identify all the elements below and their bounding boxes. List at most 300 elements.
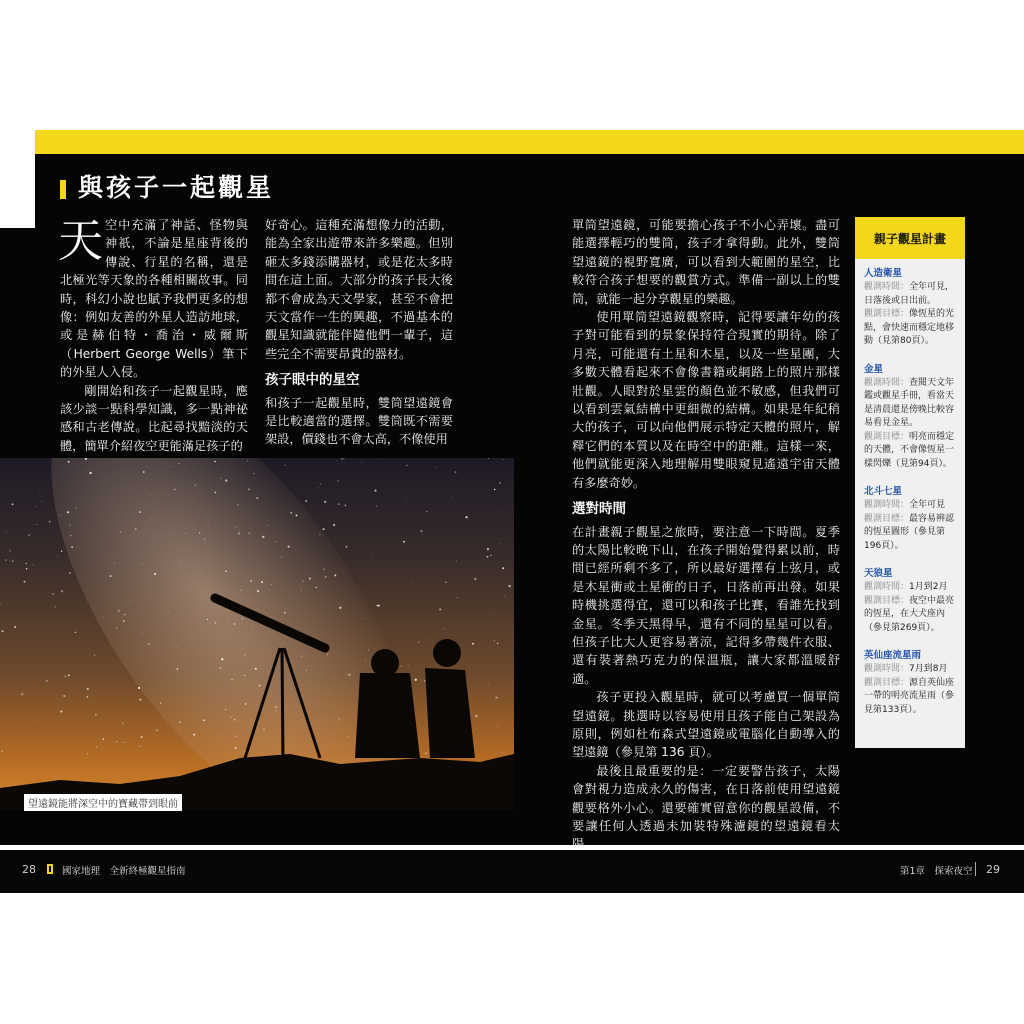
- star: [127, 684, 128, 685]
- star: [318, 487, 319, 488]
- sidebar-entry-line: [864, 308, 959, 349]
- star: [445, 582, 446, 583]
- star: [24, 581, 26, 583]
- star: [160, 702, 161, 703]
- star: [241, 618, 243, 620]
- star: [168, 611, 169, 612]
- sidebar-line-value: 夜空中最亮的恆星，在大犬座內（參見第269頁）。: [864, 595, 955, 633]
- star: [227, 610, 228, 611]
- star: [87, 753, 88, 754]
- star: [365, 660, 366, 661]
- sidebar-line-value: 7月到8月: [909, 664, 948, 674]
- night-sky-photo: [0, 458, 514, 810]
- star: [320, 483, 321, 484]
- star: [26, 563, 27, 564]
- star: [89, 472, 91, 474]
- star: [475, 715, 477, 717]
- star: [63, 695, 65, 697]
- star: [103, 738, 105, 740]
- star: [235, 736, 237, 738]
- page-corner: [0, 130, 35, 228]
- page-footer: [0, 845, 1024, 893]
- star: [87, 696, 89, 698]
- sidebar-entry-name: 人造衛星: [864, 268, 903, 279]
- drop-cap: 天: [58, 214, 104, 267]
- star: [137, 745, 138, 746]
- star: [185, 533, 186, 534]
- star: [6, 531, 7, 532]
- star: [2, 630, 4, 632]
- star: [347, 736, 348, 737]
- star: [1, 751, 3, 753]
- star: [9, 550, 11, 552]
- star: [28, 534, 30, 536]
- star: [271, 741, 272, 742]
- star: [123, 742, 124, 743]
- star: [250, 580, 251, 581]
- star: [281, 557, 282, 558]
- star: [459, 628, 460, 629]
- star: [375, 490, 377, 492]
- star: [330, 739, 331, 740]
- nat-geo-logo-icon: [47, 864, 53, 874]
- sidebar-line-key: 觀測目標：: [864, 595, 910, 606]
- star: [425, 752, 427, 754]
- star: [54, 606, 55, 607]
- star: [221, 658, 223, 660]
- star: [102, 616, 103, 617]
- sidebar-line-key: 觀測時間：: [864, 500, 910, 510]
- star: [215, 622, 217, 624]
- sidebar-line-value: 源自英仙座一帶的明亮流星雨（參見第133頁）。: [864, 677, 955, 715]
- star: [148, 643, 150, 645]
- sidebar-entry-line: [864, 513, 959, 554]
- paragraph: 剛開始和孩子一起觀星時，應該少談一點科學知識，多一點神祕感和古老傳說。比起尋找黯淡的天體，簡單介紹夜空更能滿足孩子的: [60, 383, 248, 453]
- star: [324, 501, 326, 503]
- star: [472, 643, 474, 645]
- star: [409, 665, 410, 666]
- sidebar-line-key: 觀測時間：: [864, 664, 910, 674]
- star: [234, 719, 236, 721]
- star: [338, 503, 340, 505]
- star: [439, 608, 441, 610]
- star: [245, 703, 247, 705]
- star: [245, 582, 246, 583]
- footer-divider: [975, 862, 976, 876]
- star: [177, 668, 179, 670]
- sidebar-body: [855, 259, 965, 717]
- star: [325, 576, 327, 578]
- sidebar-line-value: 全年可見，日落後或日出前。: [864, 282, 955, 306]
- star: [225, 479, 227, 481]
- star: [309, 578, 311, 580]
- star: [457, 597, 458, 598]
- star: [252, 626, 253, 627]
- star: [418, 642, 420, 644]
- star: [263, 728, 265, 730]
- star: [203, 719, 205, 721]
- star: [207, 524, 208, 525]
- star: [339, 718, 340, 719]
- star: [284, 612, 286, 614]
- top-accent-bar: [35, 130, 1024, 154]
- star: [49, 521, 51, 523]
- star: [86, 469, 87, 470]
- star: [247, 460, 248, 461]
- sidebar-entry-line: [864, 595, 959, 636]
- star: [124, 614, 126, 616]
- star: [152, 519, 153, 520]
- star: [36, 524, 37, 525]
- star: [139, 511, 141, 513]
- left-running-title: 國家地理 全新終極觀星指南: [62, 866, 186, 877]
- star: [296, 514, 298, 516]
- star: [14, 626, 16, 628]
- star: [502, 567, 504, 569]
- star: [32, 564, 33, 565]
- star: [290, 512, 292, 514]
- star: [177, 647, 178, 648]
- star: [497, 643, 498, 644]
- star: [333, 524, 335, 526]
- star: [150, 495, 151, 496]
- star: [220, 734, 221, 735]
- star: [76, 508, 77, 509]
- star: [343, 458, 344, 459]
- star: [499, 482, 501, 484]
- star: [288, 546, 290, 548]
- star: [0, 603, 1, 604]
- section-title: 與孩子一起觀星: [78, 173, 275, 202]
- star: [262, 536, 264, 538]
- star: [248, 488, 249, 489]
- star: [123, 620, 125, 622]
- star: [348, 674, 350, 676]
- star: [235, 747, 237, 749]
- star: [504, 596, 505, 597]
- paragraph: 最後且最重要的是：一定要警告孩子，太陽會對視力造成永久的傷害，在日落前使用望遠鏡觀要格外小心。還要確實留意你的觀星設備，不要讓任何人透過未加裝特殊濾鏡的望遠鏡看太: [572, 763, 840, 833]
- star: [403, 541, 405, 543]
- star: [36, 506, 37, 507]
- star: [427, 638, 428, 639]
- star: [372, 554, 373, 555]
- star: [5, 559, 7, 561]
- star: [315, 587, 316, 588]
- star: [70, 535, 72, 537]
- star: [238, 532, 240, 534]
- star: [275, 711, 276, 712]
- sidebar-entry: [864, 267, 959, 349]
- star: [199, 532, 200, 533]
- star: [178, 463, 179, 464]
- sidebar-line-value: 最容易辨認的恆星圖形（參見第196頁）。: [864, 513, 955, 551]
- star: [487, 556, 489, 558]
- star: [271, 584, 272, 585]
- star: [338, 720, 339, 721]
- star: [255, 668, 257, 670]
- text-column-3: [572, 216, 840, 854]
- sidebar-entry-line: [864, 377, 959, 431]
- star: [225, 570, 227, 572]
- star: [94, 655, 95, 656]
- paragraph: 和孩子一起觀星時，雙筒望遠鏡會是比較適當的選擇。雙筒既不需要架設，價錢也不會太高，不像使用: [265, 395, 453, 447]
- star: [249, 533, 250, 534]
- star: [69, 524, 70, 525]
- star: [244, 654, 246, 656]
- star: [110, 575, 112, 577]
- star: [67, 511, 69, 513]
- sidebar-line-value: 查閱天文年鑑或觀星手冊，看當天是清晨還是傍晚比較容易看見金星。: [864, 377, 955, 428]
- star: [305, 670, 307, 672]
- star: [323, 528, 325, 530]
- book-spread: [0, 130, 1024, 888]
- star: [219, 667, 221, 669]
- sidebar-line-key: 觀測時間：: [864, 282, 910, 292]
- star: [225, 709, 226, 710]
- star: [503, 459, 504, 460]
- star: [495, 696, 497, 698]
- star: [116, 741, 117, 742]
- star: [327, 654, 328, 655]
- photo-caption: 望遠鏡能將深空中的寶藏帶到眼前: [24, 794, 182, 811]
- star: [501, 511, 502, 512]
- star: [12, 503, 14, 505]
- star: [275, 706, 277, 708]
- star: [52, 593, 54, 595]
- star: [64, 675, 66, 677]
- star: [10, 560, 11, 561]
- star: [334, 574, 336, 576]
- star: [474, 578, 476, 580]
- star: [233, 623, 235, 625]
- sidebar-line-value: 1月到2月: [909, 582, 948, 592]
- sidebar-entry-name: 天狼星: [864, 568, 893, 579]
- star: [424, 680, 426, 682]
- star: [412, 581, 413, 582]
- star: [244, 675, 245, 676]
- star: [376, 605, 377, 606]
- right-page-number: 29: [986, 863, 1000, 876]
- sidebar-line-key: 觀測時間：: [864, 582, 910, 592]
- star: [257, 590, 259, 592]
- star: [256, 497, 258, 499]
- star: [502, 753, 503, 754]
- star: [436, 467, 437, 468]
- star: [138, 687, 140, 689]
- star: [195, 484, 197, 486]
- star: [497, 725, 498, 726]
- title-accent-mark: [60, 180, 66, 199]
- star: [237, 504, 238, 505]
- text-column-1: [60, 216, 248, 455]
- star: [488, 684, 489, 685]
- star: [487, 548, 489, 550]
- sidebar-entry-line: [864, 499, 959, 513]
- star: [39, 722, 40, 723]
- star: [313, 573, 314, 574]
- star: [61, 551, 62, 552]
- star: [231, 717, 232, 718]
- star: [345, 505, 347, 507]
- star: [301, 590, 302, 591]
- star: [180, 563, 181, 564]
- star: [508, 585, 510, 587]
- star: [60, 514, 61, 515]
- star: [284, 465, 285, 466]
- star: [362, 619, 363, 620]
- sidebar-entry-name: 金星: [864, 363, 884, 375]
- star: [46, 680, 48, 682]
- star: [301, 656, 302, 657]
- star: [302, 581, 303, 582]
- sidebar-line-key: 觀測目標：: [864, 677, 910, 688]
- subheading-kids-sky: 孩子眼中的星空: [265, 372, 360, 389]
- text-column-2: [265, 216, 453, 449]
- paragraph: 孩子更投入觀星時，就可以考慮買一個單筒望遠鏡。挑選時以容易使用且孩子能自己架設為原則，例如杜布森式望遠鏡或電腦化自動導入的望遠鏡（參見第 136 頁）。: [572, 690, 840, 760]
- star: [142, 633, 143, 634]
- sidebar-entry: [864, 567, 959, 635]
- star: [87, 688, 89, 690]
- star: [120, 531, 121, 532]
- star: [275, 541, 276, 542]
- star: [305, 500, 307, 502]
- sidebar-entry: [864, 485, 959, 553]
- star: [336, 460, 337, 461]
- star: [214, 461, 216, 463]
- star: [319, 534, 320, 535]
- telescope-silhouette-image: [0, 458, 514, 810]
- paragraph: 在計畫親子觀星之旅時，要注意一下時間。夏季的太陽比較晚下山，在孩子開始覺得累以前，時間已經所剩不多了，所以最好選擇有上弦月，或是木星衝或土星衝的日子，日落前再出發。如果時機挑選得宜，還可以和孩子比賽，看誰先找到金星。冬季天黑得早，還有不同的星星可以看。但孩子比大人更容易著涼，記得多帶幾件衣服、還有裝著熱巧克力的保溫瓶，讓大家都溫暖舒適。: [572, 524, 840, 686]
- star: [368, 649, 369, 650]
- sidebar-entry-name: 英仙座流星雨: [864, 650, 922, 661]
- star: [75, 632, 77, 634]
- star: [221, 478, 222, 479]
- star: [406, 499, 407, 500]
- star: [139, 746, 140, 747]
- star: [135, 528, 137, 530]
- intro-paragraph: [60, 216, 248, 382]
- right-running-title: 第1章 探索夜空: [900, 866, 973, 877]
- star: [116, 627, 118, 629]
- star: [494, 640, 495, 641]
- sidebar-line-value: 像恆星的光點，會快速而穩定地移動（見第80頁）。: [864, 309, 955, 346]
- star: [71, 546, 73, 548]
- sidebar-entry-line: [864, 281, 959, 308]
- star: [139, 699, 141, 701]
- star: [122, 722, 123, 723]
- star: [130, 600, 131, 601]
- star: [151, 757, 152, 758]
- star: [179, 721, 181, 723]
- star: [154, 573, 156, 575]
- sidebar-line-key: 觀測目標：: [864, 431, 910, 442]
- star: [204, 538, 206, 540]
- sidebar-line-value: 明亮而穩定的天體，不會像恆星一樣閃爍（見第94頁）。: [864, 431, 955, 469]
- sidebar-line-key: 觀測時間：: [864, 377, 910, 388]
- star: [401, 665, 402, 666]
- star: [241, 590, 242, 591]
- star: [341, 458, 342, 459]
- star: [95, 714, 97, 716]
- star: [415, 679, 417, 681]
- star: [345, 546, 347, 548]
- left-page-number: 28: [22, 863, 36, 876]
- sidebar-entry-line: [864, 677, 959, 718]
- star: [141, 736, 143, 738]
- star: [467, 684, 468, 685]
- star: [12, 560, 14, 562]
- star: [452, 496, 453, 497]
- star: [170, 466, 171, 467]
- sidebar-heading: 親子觀星計畫: [855, 217, 965, 259]
- star: [337, 480, 339, 482]
- star: [96, 746, 97, 747]
- sidebar-entry-line: [864, 431, 959, 472]
- star: [58, 556, 59, 557]
- star: [174, 488, 176, 490]
- paragraph: 使用單筒望遠鏡觀察時，記得要讓年幼的孩子對可能看到的景象保持符合現實的期待。除了月亮，可能還有土星和木星，以及一些星團，大多數天體看起來不會像書籍或網路上的照片那樣壯觀。人眼對於星雲的顏色並不敏感，但我們可以看到雲氣結構中更細微的結構。如果是年紀稍大的孩子，可以向他們展示特定天體的照片，解釋它們的本質以及在時空中的距離。這樣一來，他們就能更深入地理解用雙眼窺見遙遠宇宙天體有多麼奇妙。: [572, 310, 840, 490]
- star: [406, 465, 407, 466]
- star: [193, 734, 195, 736]
- intro-text: 空中充滿了神話、怪物與神祇，不論是星座背後的傳說、行星的名稱，還是北極光等天象的各種相關故事。同時，科幻小說也賦予我們更多的想像：例如友善的外星人造訪地球，或是赫伯特・喬治・威爾斯（Herbert George Wells）筆下的外星人入侵。: [60, 218, 248, 380]
- star: [488, 458, 489, 459]
- star: [420, 530, 422, 532]
- star: [60, 710, 62, 712]
- star: [499, 543, 500, 544]
- star: [26, 568, 27, 569]
- star: [204, 543, 205, 544]
- sidebar-entry-name: 北斗七星: [864, 486, 903, 497]
- star: [118, 610, 120, 612]
- paragraph: 單筒望遠鏡，可能要擔心孩子不小心弄壞。盡可能選擇輕巧的雙筒，孩子才拿得動。此外，雙筒望遠鏡的視野寬廣，可以看到大範圍的星空，比較符合孩子想要的觀賞方式。準備一副以上的雙筒，就能一起分享觀星的樂趣。: [572, 218, 840, 306]
- sidebar-line-value: 全年可見: [909, 500, 946, 510]
- star: [455, 471, 457, 473]
- star: [261, 581, 263, 583]
- star: [493, 612, 494, 613]
- star: [490, 555, 491, 556]
- star: [95, 549, 96, 550]
- sidebar-entry-line: [864, 581, 959, 595]
- subheading-timing: 選對時間: [572, 501, 626, 518]
- star: [259, 685, 261, 687]
- star: [426, 511, 427, 512]
- star: [362, 462, 363, 463]
- star: [253, 473, 254, 474]
- star: [443, 628, 444, 629]
- sidebar-line-key: 觀測目標：: [864, 513, 910, 524]
- star: [68, 461, 70, 463]
- star: [376, 506, 377, 507]
- star: [268, 525, 269, 526]
- star: [141, 563, 142, 564]
- star: [143, 471, 145, 473]
- sidebar-line-key: 觀測目標：: [864, 309, 910, 319]
- star: [339, 607, 341, 609]
- star: [156, 729, 158, 731]
- star: [80, 637, 81, 638]
- star: [207, 619, 208, 620]
- star: [324, 569, 325, 570]
- star: [465, 516, 467, 518]
- star: [494, 489, 495, 490]
- star: [68, 674, 70, 676]
- sidebar-entry-line: [864, 663, 959, 677]
- star: [215, 492, 217, 494]
- star: [227, 622, 228, 623]
- star: [214, 620, 215, 621]
- star: [127, 603, 128, 604]
- star: [69, 572, 71, 574]
